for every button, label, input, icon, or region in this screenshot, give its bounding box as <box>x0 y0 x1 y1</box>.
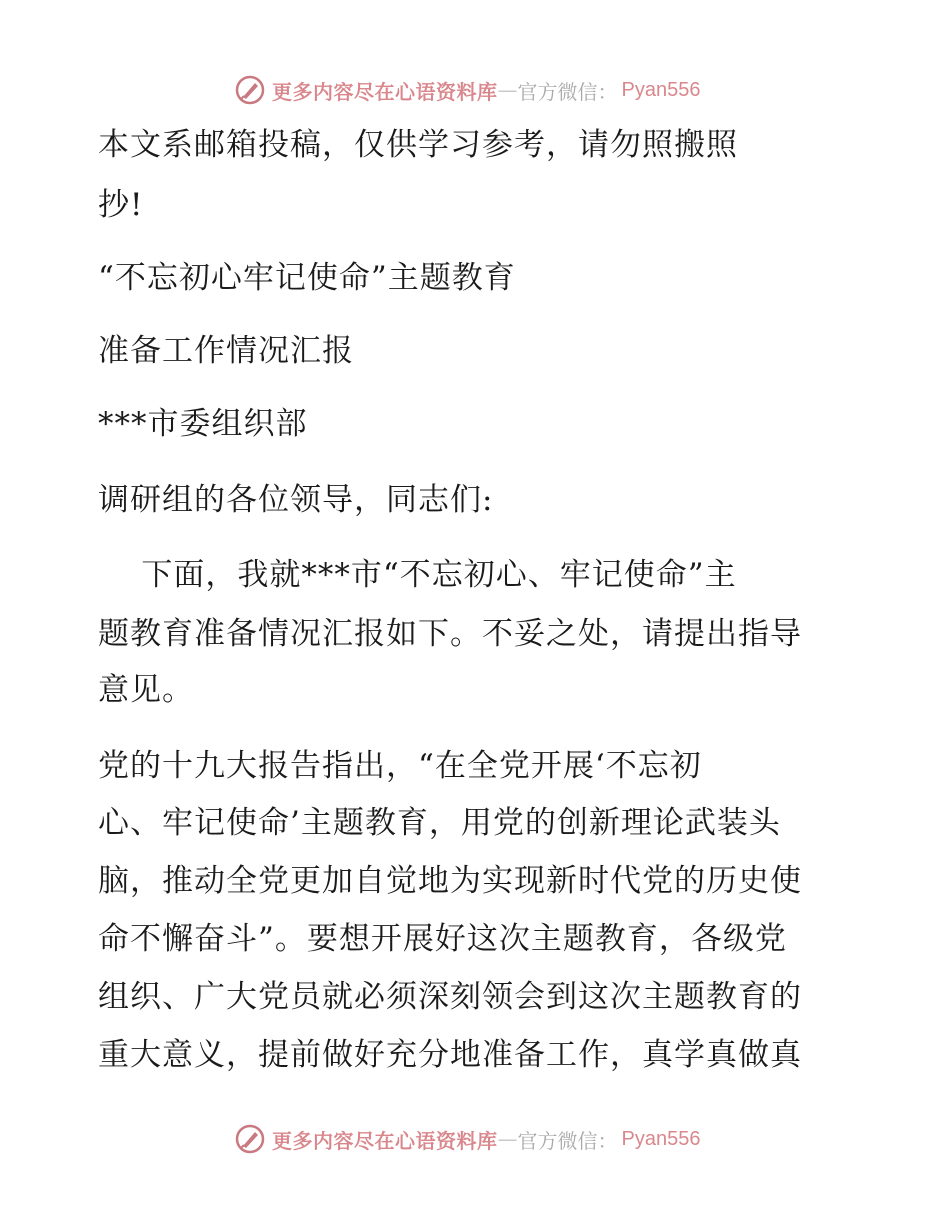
text-line: 组织、广大党员就必须深刻领会到这次主题教育的 <box>98 979 802 1015</box>
watermark-wechat-label: 官方微信： <box>517 79 618 104</box>
watermark-separator: — <box>497 78 518 102</box>
text-line: 党的十九大报告指出，“在全党开展‘不忘初 <box>98 748 702 784</box>
header-watermark <box>234 73 700 107</box>
footer-watermark <box>234 1122 700 1156</box>
text-line: 重大意义，提前做好充分地准备工作，真学真做真 <box>98 1037 802 1073</box>
text-line: 本文系邮箱投稿，仅供学习参考，请勿照搬照 <box>98 127 738 163</box>
document-author: ***市委组织部 <box>98 406 308 442</box>
text-line: 下面，我就***市“不忘初心、牢记使命”主 <box>98 557 737 593</box>
text-line: 意见。 <box>98 672 194 708</box>
text-line: 心、牢记使命’主题教育，用党的创新理论武装头 <box>98 805 781 841</box>
watermark-separator: — <box>497 1127 518 1151</box>
watermark-wechat-id: Pyan556 <box>621 1127 701 1150</box>
text-line: 脑，推动全党更加自觉地为实现新时代党的历史使 <box>98 863 802 899</box>
watermark-wechat-id: Pyan556 <box>621 78 701 101</box>
text-line: 题教育准备情况汇报如下。不妥之处，请提出指导 <box>98 616 802 652</box>
pen-logo-icon <box>234 74 266 106</box>
watermark-site-name: 更多内容尽在心语资料库 <box>272 79 498 104</box>
watermark-site-name: 更多内容尽在心语资料库 <box>272 1128 498 1153</box>
document-title-line: 准备工作情况汇报 <box>98 333 354 369</box>
watermark-wechat-label: 官方微信： <box>517 1128 618 1153</box>
salutation: 调研组的各位领导，同志们: <box>98 482 494 518</box>
pen-logo-icon <box>234 1123 266 1155</box>
text-line: 抄! <box>98 187 144 223</box>
document-title-line: “不忘初心牢记使命”主题教育 <box>98 260 516 296</box>
text-line: 命不懈奋斗”。要想开展好这次主题教育，各级党 <box>98 921 787 957</box>
